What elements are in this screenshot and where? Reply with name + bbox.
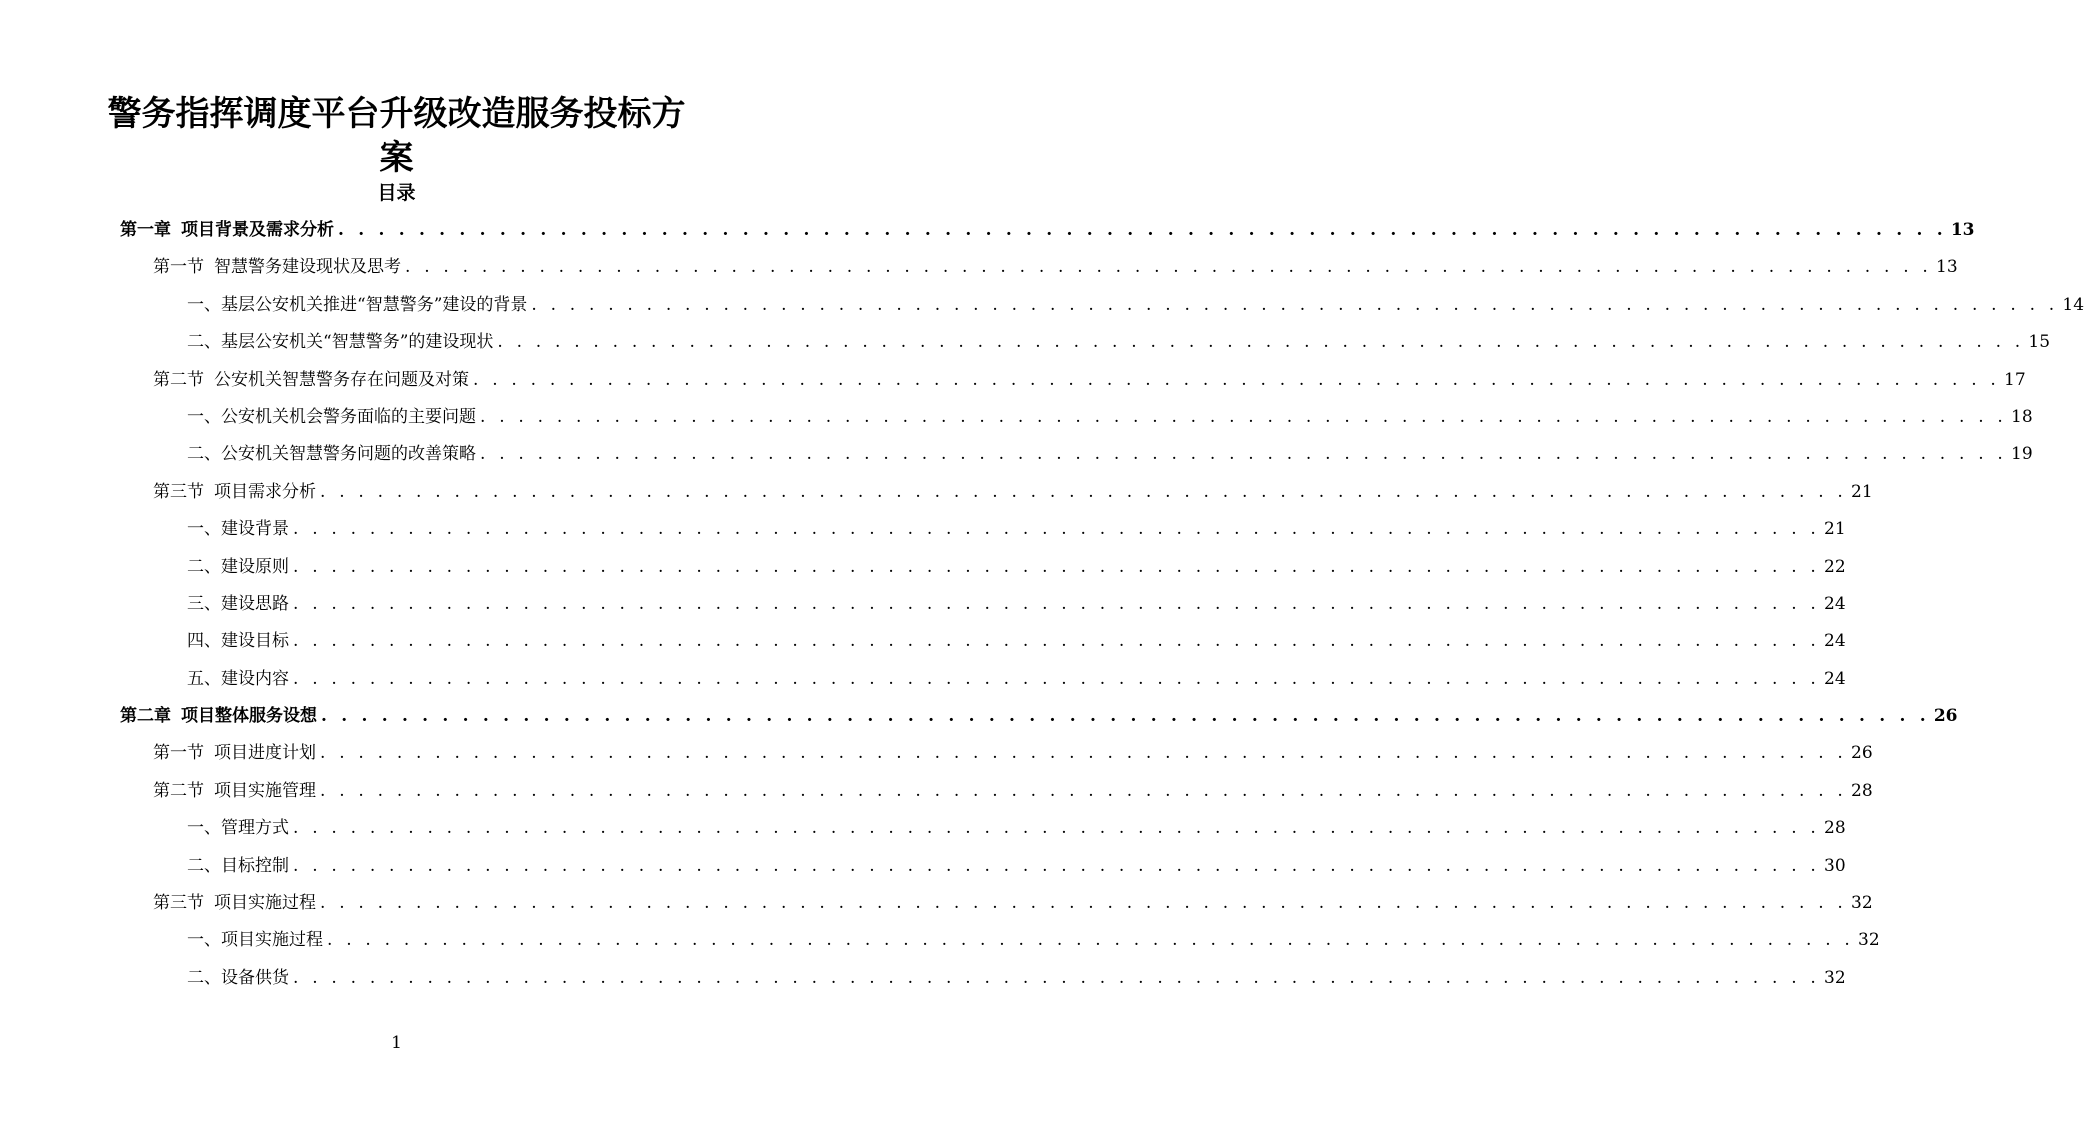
toc-entry-title: 四、建设目标: [187, 631, 289, 652]
toc-dot-leader: . . . . . . . . . . . . . . . . . . . . . . . . . . . . . . . . . . . . . . . . . . . . . . . . . . . . . . . . . . . . . . . . . . . . . . . . . . . . . . . .: [480, 444, 2008, 465]
toc-entry[interactable]: [0, 698, 1958, 735]
toc-dot-leader: . . . . . . . . . . . . . . . . . . . . . . . . . . . . . . . . . . . . . . . . . . . . . . . . . . . . . . . . . . . . . . . . . . . . . . . . . . . . . . . .: [480, 406, 2008, 427]
toc-entry-page: 13: [1936, 257, 1958, 278]
toc-entry-page: 19: [2011, 444, 2033, 465]
toc-entry-page: 18: [2011, 406, 2033, 427]
toc-entry-title: 项目需求分析: [214, 481, 316, 502]
toc-entry[interactable]: [0, 885, 1873, 922]
toc-entry-text: [120, 698, 317, 735]
toc-dot-leader: . . . . . . . . . . . . . . . . . . . . . . . . . . . . . . . . . . . . . . . . . . . . . . . . . . . . . . . . . . . . . . . . . . . . . . . . . . . . . . . .: [320, 780, 1848, 801]
toc-dot-leader: . . . . . . . . . . . . . . . . . . . . . . . . . . . . . . . . . . . . . . . . . . . . . . . . . . . . . . . . . . . . . . . . . . . . . . . . . . . . . . . .: [497, 332, 2025, 353]
toc-heading: 目录: [377, 182, 416, 204]
toc-dot-leader: . . . . . . . . . . . . . . . . . . . . . . . . . . . . . . . . . . . . . . . . . . . . . . . . . . . . . . . . . . . . . . . . . . . . . . . . . . . . . . . .: [293, 519, 1821, 540]
toc-dot-leader: . . . . . . . . . . . . . . . . . . . . . . . . . . . . . . . . . . . . . . . . . . . . . . . . . . . . . . . . . . . . . . . . . . . . . . . . . . . . . . . .: [405, 257, 1933, 278]
toc-entry-title: 二、基层公安机关“智慧警务”的建设现状: [187, 332, 494, 353]
toc-entry-text: [153, 885, 316, 922]
toc-entry-text: [187, 511, 289, 548]
document-title: 警务指挥调度平台升级改造服务投标方案: [107, 94, 686, 178]
toc-entry[interactable]: [0, 661, 1846, 698]
toc-entry-prefix: 第三节: [153, 893, 204, 914]
toc-dot-leader: . . . . . . . . . . . . . . . . . . . . . . . . . . . . . . . . . . . . . . . . . . . . . . . . . . . . . . . . . . . . . . . . . . . . . . . . . . . . . . . .: [320, 743, 1848, 764]
toc-dot-leader: . . . . . . . . . . . . . . . . . . . . . . . . . . . . . . . . . . . . . . . . . . . . . . . . . . . . . . . . . . . . . . . . . . . . . . . . . . . . . . . .: [338, 220, 1947, 240]
toc-entry-page: 22: [1824, 556, 1846, 577]
toc-dot-leader: . . . . . . . . . . . . . . . . . . . . . . . . . . . . . . . . . . . . . . . . . . . . . . . . . . . . . . . . . . . . . . . . . . . . . . . . . . . . . . . .: [293, 818, 1821, 839]
toc-entry[interactable]: [0, 586, 1846, 623]
toc-entry-page: 13: [1950, 220, 1975, 240]
toc-dot-leader: . . . . . . . . . . . . . . . . . . . . . . . . . . . . . . . . . . . . . . . . . . . . . . . . . . . . . . . . . . . . . . . . . . . . . . . . . . . . . . . .: [293, 593, 1821, 614]
toc-entry-title: 项目背景及需求分析: [181, 220, 334, 240]
toc-entry-title: 一、基层公安机关推进“智慧警务”建设的背景: [187, 294, 528, 315]
toc-entry-page: 14: [2062, 294, 2084, 315]
toc-entry-title: 一、公安机关机会警务面临的主要问题: [187, 406, 476, 427]
toc-entry-page: 24: [1824, 668, 1846, 689]
toc-entry[interactable]: [0, 212, 1975, 249]
toc-entry-title: 二、目标控制: [187, 855, 289, 876]
toc-entry-page: 24: [1824, 631, 1846, 652]
toc-entry[interactable]: [0, 810, 1846, 847]
toc-entry-prefix: 第三节: [153, 481, 204, 502]
toc-entry-text: [187, 436, 476, 473]
toc-entry-text: [187, 324, 493, 361]
toc-entry[interactable]: [0, 960, 1846, 997]
toc-entry-title: 智慧警务建设现状及思考: [214, 257, 401, 278]
toc-entry-page: 30: [1824, 855, 1846, 876]
toc-dot-leader: . . . . . . . . . . . . . . . . . . . . . . . . . . . . . . . . . . . . . . . . . . . . . . . . . . . . . . . . . . . . . . . . . . . . . . . . . . . . . . . .: [293, 556, 1821, 577]
toc-entry[interactable]: [0, 287, 2084, 324]
toc-entry-title: 项目整体服务设想: [181, 706, 317, 727]
toc-entry-title: 公安机关智慧警务存在问题及对策: [214, 369, 469, 390]
toc-entry-title: 项目实施管理: [214, 780, 316, 801]
toc-entry[interactable]: [0, 922, 1880, 959]
toc-dot-leader: . . . . . . . . . . . . . . . . . . . . . . . . . . . . . . . . . . . . . . . . . . . . . . . . . . . . . . . . . . . . . . . . . . . . . . . . . . . . . . . .: [293, 855, 1821, 876]
toc-dot-leader: . . . . . . . . . . . . . . . . . . . . . . . . . . . . . . . . . . . . . . . . . . . . . . . . . . . . . . . . . . . . . . . . . . . . . . . . . . . . . . . .: [473, 369, 2001, 390]
toc-entry-page: 21: [1824, 519, 1846, 540]
toc-entry-prefix: 第二章: [120, 706, 171, 727]
toc-dot-leader: . . . . . . . . . . . . . . . . . . . . . . . . . . . . . . . . . . . . . . . . . . . . . . . . . . . . . . . . . . . . . . . . . . . . . . . . . . . . . . . .: [531, 294, 2059, 315]
toc-entry-page: 24: [1824, 593, 1846, 614]
toc-entry-page: 32: [1824, 967, 1846, 988]
toc-entry-title: 五、建设内容: [187, 668, 289, 689]
toc-entry-text: [187, 810, 289, 847]
toc-entry-page: 26: [1851, 743, 1873, 764]
toc-entry-page: 28: [1851, 780, 1873, 801]
table-of-contents: [0, 212, 2084, 997]
toc-entry[interactable]: [0, 399, 2033, 436]
toc-entry-title: 二、公安机关智慧警务问题的改善策略: [187, 444, 476, 465]
toc-entry-text: [187, 399, 476, 436]
toc-entry-prefix: 第一节: [153, 743, 204, 764]
toc-entry-page: 21: [1851, 481, 1873, 502]
toc-entry-text: [120, 212, 334, 249]
toc-entry-title: 三、建设思路: [187, 593, 289, 614]
toc-entry-text: [187, 623, 289, 660]
toc-entry-text: [187, 922, 323, 959]
toc-entry-title: 一、项目实施过程: [187, 930, 323, 951]
toc-entry[interactable]: [0, 436, 2033, 473]
toc-entry[interactable]: [0, 249, 1958, 286]
toc-entry-title: 二、建设原则: [187, 556, 289, 577]
toc-entry[interactable]: [0, 362, 2026, 399]
toc-entry[interactable]: [0, 474, 1873, 511]
page-number: 1: [391, 1033, 402, 1053]
toc-dot-leader: . . . . . . . . . . . . . . . . . . . . . . . . . . . . . . . . . . . . . . . . . . . . . . . . . . . . . . . . . . . . . . . . . . . . . . . . . . . . . . . .: [293, 967, 1821, 988]
toc-entry[interactable]: [0, 735, 1873, 772]
toc-entry-text: [187, 960, 289, 997]
toc-entry-page: 17: [2004, 369, 2026, 390]
toc-entry-title: 一、建设背景: [187, 519, 289, 540]
toc-entry-text: [153, 773, 316, 810]
toc-entry[interactable]: [0, 549, 1846, 586]
toc-entry-text: [187, 549, 289, 586]
toc-dot-leader: . . . . . . . . . . . . . . . . . . . . . . . . . . . . . . . . . . . . . . . . . . . . . . . . . . . . . . . . . . . . . . . . . . . . . . . . . . . . . . . .: [320, 481, 1848, 502]
toc-entry-text: [153, 362, 469, 399]
toc-entry[interactable]: [0, 773, 1873, 810]
toc-entry-page: 32: [1851, 893, 1873, 914]
toc-entry-text: [153, 474, 316, 511]
toc-entry-text: [153, 249, 401, 286]
toc-entry-page: 32: [1858, 930, 1880, 951]
toc-entry[interactable]: [0, 623, 1846, 660]
toc-entry[interactable]: [0, 511, 1846, 548]
toc-dot-leader: . . . . . . . . . . . . . . . . . . . . . . . . . . . . . . . . . . . . . . . . . . . . . . . . . . . . . . . . . . . . . . . . . . . . . . . . . . . . . . . .: [321, 706, 1930, 727]
toc-entry-prefix: 第二节: [153, 780, 204, 801]
toc-entry-title: 项目实施过程: [214, 893, 316, 914]
toc-entry-text: [187, 287, 527, 324]
toc-entry-title: 项目进度计划: [214, 743, 316, 764]
toc-entry-page: 15: [2028, 332, 2051, 353]
toc-dot-leader: . . . . . . . . . . . . . . . . . . . . . . . . . . . . . . . . . . . . . . . . . . . . . . . . . . . . . . . . . . . . . . . . . . . . . . . . . . . . . . . .: [327, 930, 1855, 951]
toc-entry-text: [187, 586, 289, 623]
toc-entry-prefix: 第一章: [120, 220, 171, 240]
toc-dot-leader: . . . . . . . . . . . . . . . . . . . . . . . . . . . . . . . . . . . . . . . . . . . . . . . . . . . . . . . . . . . . . . . . . . . . . . . . . . . . . . . .: [320, 893, 1848, 914]
toc-dot-leader: . . . . . . . . . . . . . . . . . . . . . . . . . . . . . . . . . . . . . . . . . . . . . . . . . . . . . . . . . . . . . . . . . . . . . . . . . . . . . . . .: [293, 631, 1821, 652]
toc-entry-page: 26: [1933, 706, 1958, 727]
toc-entry-title: 二、设备供货: [187, 967, 289, 988]
toc-entry-title: 一、管理方式: [187, 818, 289, 839]
toc-entry-text: [153, 735, 316, 772]
toc-entry-text: [187, 848, 289, 885]
toc-entry-text: [187, 661, 289, 698]
toc-dot-leader: . . . . . . . . . . . . . . . . . . . . . . . . . . . . . . . . . . . . . . . . . . . . . . . . . . . . . . . . . . . . . . . . . . . . . . . . . . . . . . . .: [293, 668, 1821, 689]
toc-entry[interactable]: [0, 324, 2051, 361]
toc-entry-prefix: 第二节: [153, 369, 204, 390]
toc-entry-page: 28: [1824, 818, 1846, 839]
toc-entry-prefix: 第一节: [153, 257, 204, 278]
toc-entry[interactable]: [0, 848, 1846, 885]
